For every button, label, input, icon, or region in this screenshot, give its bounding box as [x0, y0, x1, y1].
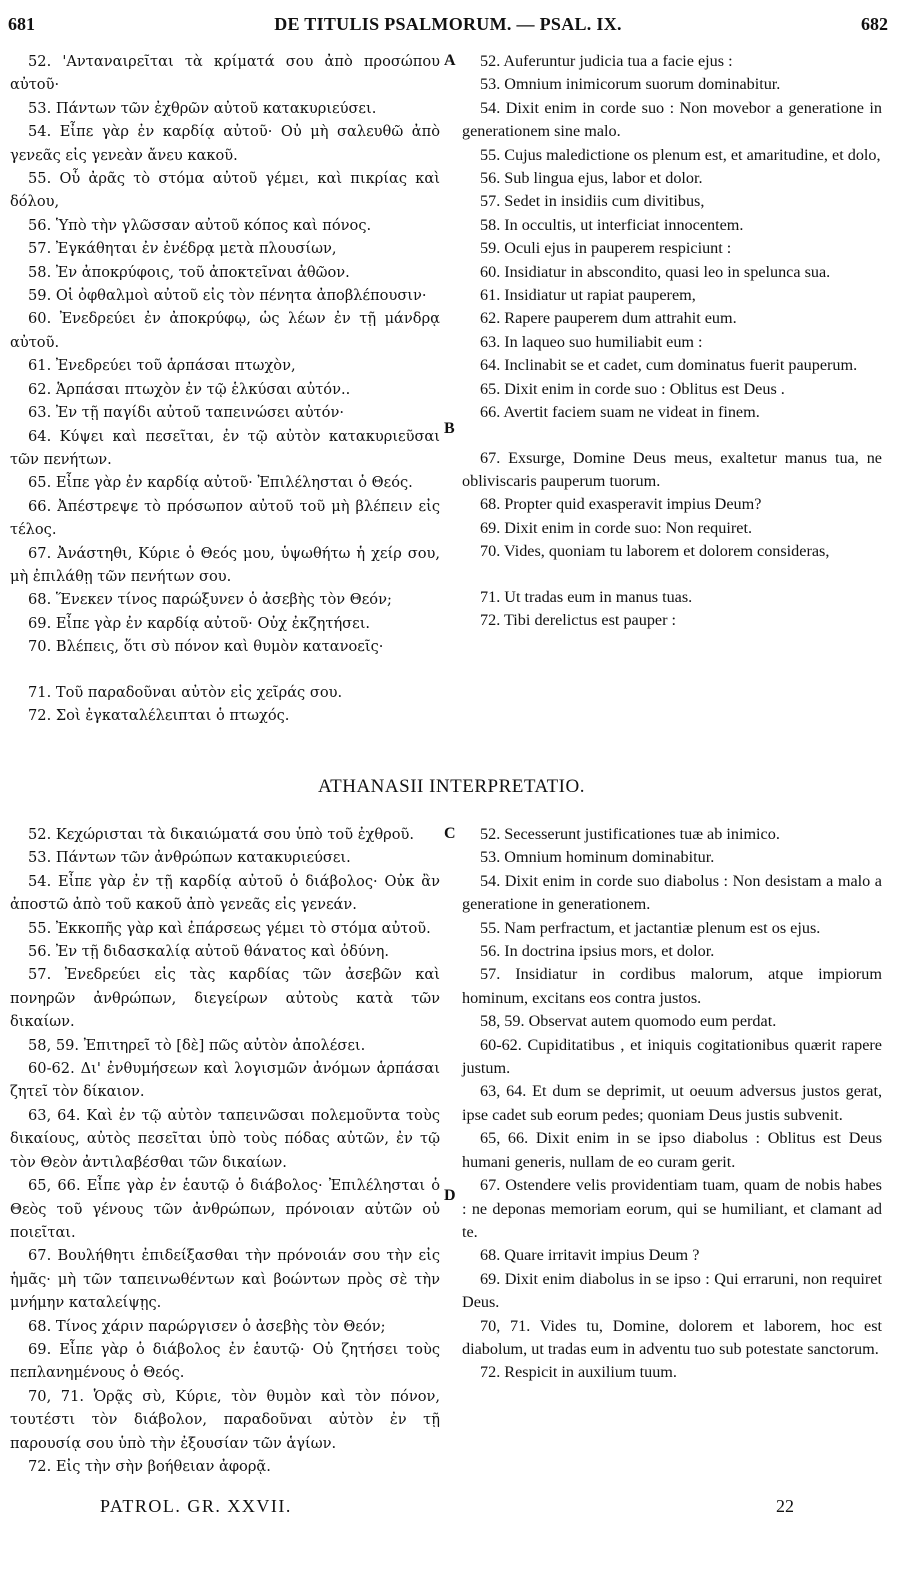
verse-entry: 58. In occultis, ut interficiat innocentem. [480, 215, 744, 234]
section-heading: ATHANASII INTERPRETATIO. [318, 776, 585, 797]
verse-entry: 72. Σοὶ ἐγκαταλέλειπται ὁ πτωχός. [28, 706, 290, 724]
verse-entry: 63. In laqueo suo humiliabit eum : [480, 332, 703, 351]
page-number-left: 681 [8, 14, 35, 34]
verse-entry: 67. Βουλήθητι ἐπιδείξασθαι τὴν πρόνοιάν σου τὴν εἰς ἡμᾶς· μὴ τῶν ταπεινωθέντων καὶ βοώντων πρὸς σὲ τὴν μνήμην καταλείψῃς. [10, 1247, 440, 1312]
verse-entry: 55. Cujus maledictione os plenum est, et amaritudine, et dolo, [480, 145, 881, 164]
verse-entry: 66. Avertit faciem suam ne videat in finem. [480, 403, 760, 422]
verse-entry: 71. Ut tradas eum in manus tuas. [480, 587, 693, 606]
footer-signature: PATROL. GR. XXVII. [100, 1496, 292, 1516]
margin-marker-c: C [444, 825, 456, 842]
verse-entry: 56. Ὑπὸ τὴν γλῶσσαν αὐτοῦ κόπος καὶ πόνος. [28, 216, 372, 234]
verse-entry: 61. Insidiatur ut rapiat pauperem, [480, 286, 696, 305]
verse-entry: 63. Ἐν τῇ παγίδι αὐτοῦ ταπεινώσει αὐτόν· [28, 404, 344, 422]
verse-entry: 56. Sub lingua ejus, labor et dolor. [480, 169, 703, 188]
verse-entry: 52. Auferuntur judicia tua a facie ejus : [480, 52, 733, 70]
verse-entry: 61. Ἐνεδρεύει τοῦ ἁρπάσαι πτωχὸν, [28, 357, 296, 375]
verse-entry: 53. Omnium hominum dominabitur. [480, 848, 715, 867]
verse-entry: 54. Εἶπε γὰρ ἐν καρδίᾳ αὐτοῦ· Οὐ μὴ σαλευθῶ ἀπὸ γενεᾶς εἰς γενεὰν ἄνευ κακοῦ. [10, 123, 440, 164]
latin-interpretation-column [462, 823, 882, 1385]
verse-entry: 60-62. Cupiditatibus , et iniquis cogitationibus quærit rapere justum. [462, 1035, 882, 1078]
greek-interpretation-column [10, 823, 440, 1478]
verse-entry: 69. Εἶπε γὰρ ἐν καρδίᾳ αὐτοῦ· Οὐχ ἐκζητήσει. [28, 614, 371, 632]
verse-entry: 57. Sedet in insidiis cum divitibus, [480, 192, 705, 211]
verse-entry: 68. Quare irritavit impius Deum ? [480, 1246, 700, 1265]
verse-entry: 52. Secesserunt justificationes tuæ ab inimico. [480, 825, 780, 843]
verse-entry: 72. Respicit in auxilium tuum. [480, 1363, 677, 1382]
verse-entry: 63, 64. Καὶ ἐν τῷ αὐτὸν ταπεινῶσαι πολεμοῦντα τοὺς δικαίους, αὐτὸς πεσεῖται ὑπὸ τοὺς πόδας αὐτῶν, ἐν τῷ τὸν Θεὸν ἀντιλαβέσθαι τῶν δικαίων. [10, 1106, 440, 1171]
verse-entry: 54. Dixit enim in corde suo diabolus : Non desistam a malo a generatione in generationem. [462, 871, 882, 914]
verse-entry: 65, 66. Dixit enim in se ipso diabolus : Oblitus est Deus humani generis, nullam de eo curam gerit. [462, 1129, 882, 1171]
verse-entry: 70, 71. Ὁρᾷς σὺ, Κύριε, τὸν θυμὸν καὶ τὸν πόνον, τουτέστι τὸν διάβολον, παραδοῦναι αὐτὸν ἐν τῇ παρουσίᾳ σου ὑπὸ τὴν ἐξουσίαν τῶν ἁγίων. [10, 1387, 440, 1452]
running-title: DE TITULIS PSALMORUM. — PSAL. IX. [274, 14, 622, 34]
verse-entry: 64. Inclinabit se et cadet, cum dominatus fuerit pauperum. [480, 356, 858, 375]
verse-entry: 70. Βλέπεις, ὅτι σὺ πόνον καὶ θυμὸν κατανοεῖς· [28, 638, 384, 656]
verse-entry: 70, 71. Vides tu, Domine, dolorem et laborem, hoc est diabolum, ut tradas eum in adventu tuo sub potestate sanctorum. [462, 1316, 882, 1358]
verse-entry: 70. Vides, quoniam tu laborem et dolorem consideras, [480, 542, 830, 561]
verse-entry: 63, 64. Et dum se deprimit, ut oeuum adversus justos gerat, ipse cadet sub eorum pedes; quoniam Deus justis subvenit. [462, 1082, 882, 1124]
margin-marker-a: A [444, 52, 456, 69]
verse-entry: 57. Ἐγκάθηται ἐν ἐνέδρᾳ μετὰ πλουσίων, [28, 240, 337, 258]
greek-psalm-text-column [10, 50, 440, 727]
verse-entry: 69. Dixit enim in corde suo: Non requiret. [480, 518, 752, 537]
verse-entry: 56. In doctrina ipsius mors, et dolor. [480, 942, 715, 961]
verse-entry: 55. Οὗ ἀρᾶς τὸ στόμα αὐτοῦ γέμει, καὶ πικρίας καὶ δόλου, [10, 170, 440, 211]
verse-entry: 62. Rapere pauperem dum attrahit eum. [480, 309, 737, 328]
verse-entry: 53. Omnium inimicorum suorum dominabitur. [480, 75, 781, 94]
verse-entry: 66. Ἀπέστρεψε τὸ πρόσωπον αὐτοῦ τοῦ μὴ βλέπειν εἰς τέλος. [10, 497, 440, 539]
verse-entry: 60. Insidiatur in abscondito, quasi leo in spelunca sua. [480, 262, 831, 281]
verse-entry: 55. Ἐκκοπῆς γὰρ καὶ ἐπάρσεως γέμει τὸ στόμα αὐτοῦ. [28, 919, 431, 937]
verse-entry: 68. Propter quid exasperavit impius Deum? [480, 495, 762, 514]
verse-entry: 69. Εἶπε γὰρ ὁ διάβολος ἐν ἑαυτῷ· Οὐ ζητήσει τοὺς πεπλανημένους ὁ Θεός. [10, 1340, 440, 1382]
verse-entry: 65, 66. Εἶπε γὰρ ἐν ἑαυτῷ ὁ διάβολος· Ἐπιλέλησται ὁ Θεὸς τοῦ γένους τῶν ἀνθρώπων, πρόνοιαν αὐτῶν οὐ ποιεῖται. [10, 1177, 440, 1241]
verse-entry: 55. Nam perfractum, et jactantiæ plenum est os ejus. [480, 918, 821, 937]
verse-entry: 64. Κύψει καὶ πεσεῖται, ἐν τῷ αὐτὸν κατακυριεῦσαι τῶν πενήτων. [10, 427, 440, 468]
latin-psalm-text-column [462, 50, 882, 632]
verse-entry: 67. Ἀνάστηθι, Κύριε ὁ Θεός μου, ὑψωθήτω ἡ χείρ σου, μὴ ἐπιλάθῃ τῶν πενήτων σου. [10, 544, 440, 585]
verse-entry: 59. Οἱ ὀφθαλμοὶ αὐτοῦ εἰς τὸν πένητα ἀποβλέπουσιν· [28, 287, 427, 305]
verse-entry: 68. Ἕνεκεν τίνος παρώξυνεν ὁ ἀσεβὴς τὸν Θεόν; [28, 591, 392, 609]
verse-entry: 65. Dixit enim in corde suo : Oblitus est Deus . [480, 379, 785, 398]
verse-entry: 67. Ostendere velis providentiam tuam, quam de nobis habes : ne deponas memoriam eorum, qui se humiliant, et clamant ad te. [462, 1176, 882, 1241]
verse-entry: 69. Dixit enim diabolus in se ipso : Qui erraruni, non requiret Deus. [462, 1269, 882, 1312]
page-number-right: 682 [861, 14, 888, 34]
margin-marker-d: D [444, 1187, 456, 1204]
verse-entry: 54. Εἶπε γὰρ ἐν τῇ καρδίᾳ αὐτοῦ ὁ διάβολος· Οὐκ ἂν ἀποστῶ ἀπὸ τοῦ κακοῦ ἀπὸ γενεᾶς εἰς γενεάν. [10, 872, 440, 914]
verse-entry: 56. Ἐν τῇ διδασκαλίᾳ αὐτοῦ θάνατος καὶ ὀδύνη. [28, 943, 389, 961]
verse-entry: 58. Ἐν ἀποκρύφοις, τοῦ ἀποκτεῖναι ἀθῶον. [28, 263, 350, 281]
running-header [8, 14, 888, 38]
verse-entry: 67. Exsurge, Domine Deus meus, exaltetur manus tua, ne obliviscaris pauperum tuorum. [462, 448, 882, 490]
verse-entry: 54. Dixit enim in corde suo : Non movebor a generatione in generationem sine malo. [462, 98, 882, 141]
verse-entry: 68. Τίνος χάριν παρώργισεν ὁ ἀσεβὴς τὸν Θεόν; [28, 1317, 386, 1335]
verse-entry: 57. Insidiatur in cordibus malorum, atque impiorum hominum, excitans eos contra justos. [462, 965, 882, 1007]
verse-entry: 58, 59. Observat autem quomodo eum perdat. [480, 1012, 777, 1031]
verse-entry: 72. Εἰς τὴν σὴν βοήθειαν ἀφορᾷ. [28, 1457, 271, 1475]
verse-entry: 72. Tibi derelictus est pauper : [480, 610, 677, 629]
verse-entry: 59. Oculi ejus in pauperem respiciunt : [480, 239, 732, 258]
margin-marker-b: B [444, 420, 455, 437]
verse-entry: 57. Ἐνεδρεύει εἰς τὰς καρδίας τῶν ἀσεβῶν καὶ πονηρῶν ἀνθρώπων, διεγείρων αὐτοὺς κατὰ τῶν δικαίων. [10, 966, 440, 1031]
verse-entry: 52. 'Ανταναιρεῖται τὰ κρίματά σου ἀπὸ προσώπου αὐτοῦ· [10, 53, 440, 94]
verse-entry: 53. Πάντων τῶν ἀνθρώπων κατακυριεύσει. [28, 849, 351, 867]
verse-entry: 71. Τοῦ παραδοῦναι αὐτὸν εἰς χεῖράς σου. [28, 683, 343, 701]
verse-entry: 52. Κεχώρισται τὰ δικαιώματά σου ὑπὸ τοῦ ἐχθροῦ. [28, 826, 415, 843]
verse-entry: 60. Ἐνεδρεύει ἐν ἀποκρύφῳ, ὡς λέων ἐν τῇ μάνδρᾳ αὐτοῦ. [10, 310, 440, 351]
footer-sheet-number: 22 [776, 1496, 794, 1516]
verse-entry: 60-62. Δι' ἐνθυμήσεων καὶ λογισμῶν ἀνόμων ἁρπάσαι ζητεῖ τὸν δίκαιον. [10, 1060, 440, 1101]
verse-entry: 58, 59. Ἐπιτηρεῖ τὸ [δὲ] πῶς αὐτὸν ἀπολέσει. [28, 1036, 366, 1054]
verse-entry: 62. Ἁρπάσαι πτωχὸν ἐν τῷ ἑλκύσαι αὐτόν.. [28, 380, 351, 398]
verse-entry: 53. Πάντων τῶν ἐχθρῶν αὐτοῦ κατακυριεύσει. [28, 99, 377, 117]
verse-entry: 65. Εἶπε γὰρ ἐν καρδίᾳ αὐτοῦ· Ἐπιλέλησται ὁ Θεός. [28, 474, 413, 492]
